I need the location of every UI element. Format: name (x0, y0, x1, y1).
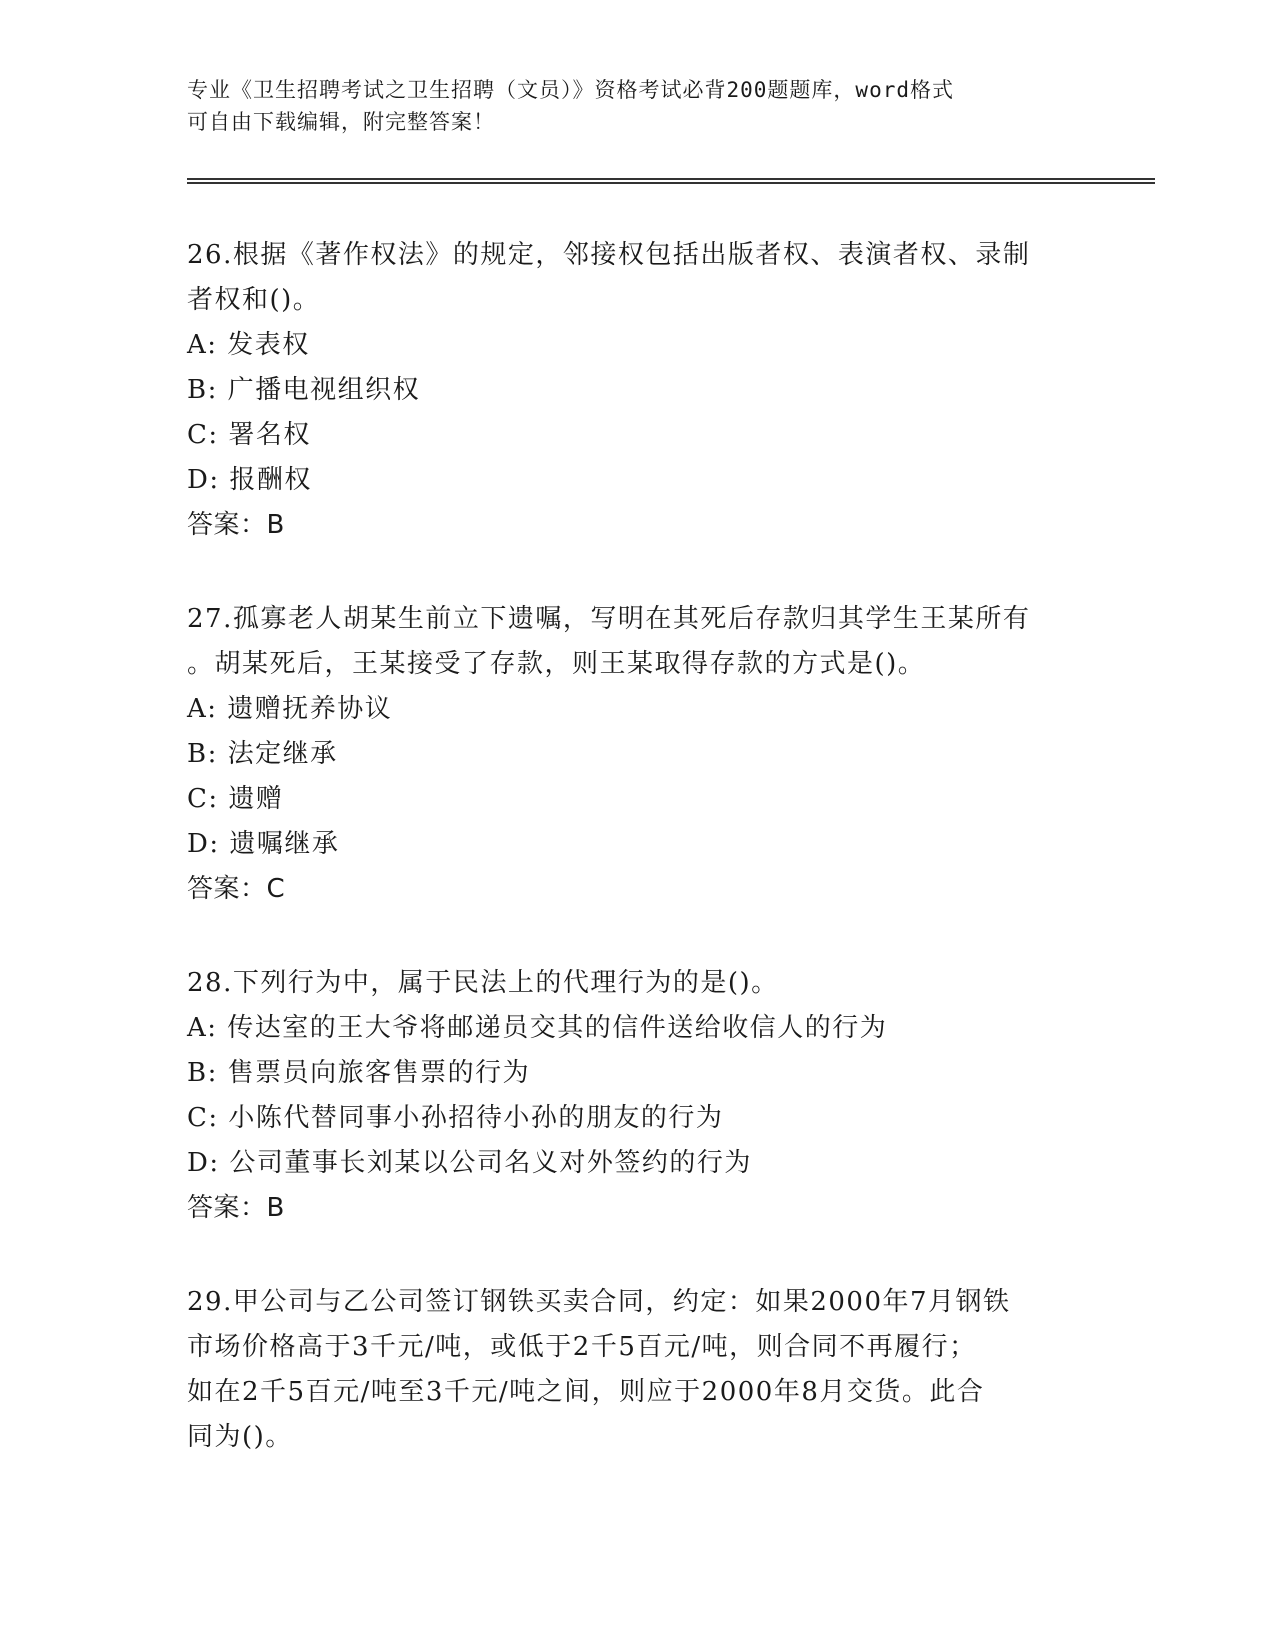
option-c: C: 小陈代替同事小孙招待小孙的朋友的行为 (187, 1103, 724, 1133)
question-27 (187, 597, 1087, 912)
option-c: C: 遗赠 (187, 784, 284, 814)
question-29 (187, 1280, 1087, 1460)
option-d: D: 报酬权 (187, 465, 312, 495)
question-stem-line: 28.下列行为中，属于民法上的代理行为的是()。 (187, 968, 779, 998)
answer: 答案：B (187, 510, 285, 540)
question-stem-line: 市场价格高于3千元/吨，或低于2千5百元/吨，则合同不再履行； (187, 1332, 977, 1362)
header-line-1: 专业《卫生招聘考试之卫生招聘（文员）》资格考试必背200题题库，word格式 (187, 78, 954, 102)
question-26 (187, 233, 1087, 548)
question-stem-line: 29.甲公司与乙公司签订钢铁买卖合同，约定：如果2000年7月钢铁 (187, 1287, 1011, 1317)
document-header (187, 74, 1067, 138)
option-d: D: 遗嘱继承 (187, 829, 340, 859)
question-stem-line: 27.孤寡老人胡某生前立下遗嘱，写明在其死后存款归其学生王某所有 (187, 604, 1031, 634)
answer: 答案：C (187, 874, 286, 904)
option-c: C: 署名权 (187, 420, 311, 450)
question-stem-line: 如在2千5百元/吨至3千元/吨之间，则应于2000年8月交货。此合 (187, 1377, 985, 1407)
option-a: A: 遗赠抚养协议 (187, 694, 393, 724)
option-b: B: 广播电视组织权 (187, 375, 421, 405)
question-28 (187, 961, 1087, 1231)
question-stem-line: 。胡某死后，王某接受了存款，则王某取得存款的方式是()。 (187, 649, 926, 679)
option-d: D: 公司董事长刘某以公司名义对外签约的行为 (187, 1148, 752, 1178)
answer: 答案：B (187, 1193, 285, 1223)
option-a: A: 发表权 (187, 330, 310, 360)
option-b: B: 法定继承 (187, 739, 338, 769)
header-divider (187, 178, 1155, 184)
option-b: B: 售票员向旅客售票的行为 (187, 1058, 531, 1088)
option-a: A: 传达室的王大爷将邮递员交其的信件送给收信人的行为 (187, 1013, 888, 1043)
header-line-2: 可自由下载编辑，附完整答案！ (187, 110, 495, 134)
question-stem-line: 者权和()。 (187, 285, 321, 315)
question-stem-line: 同为()。 (187, 1422, 293, 1452)
question-stem-line: 26.根据《著作权法》的规定，邻接权包括出版者权、表演者权、录制 (187, 240, 1031, 270)
